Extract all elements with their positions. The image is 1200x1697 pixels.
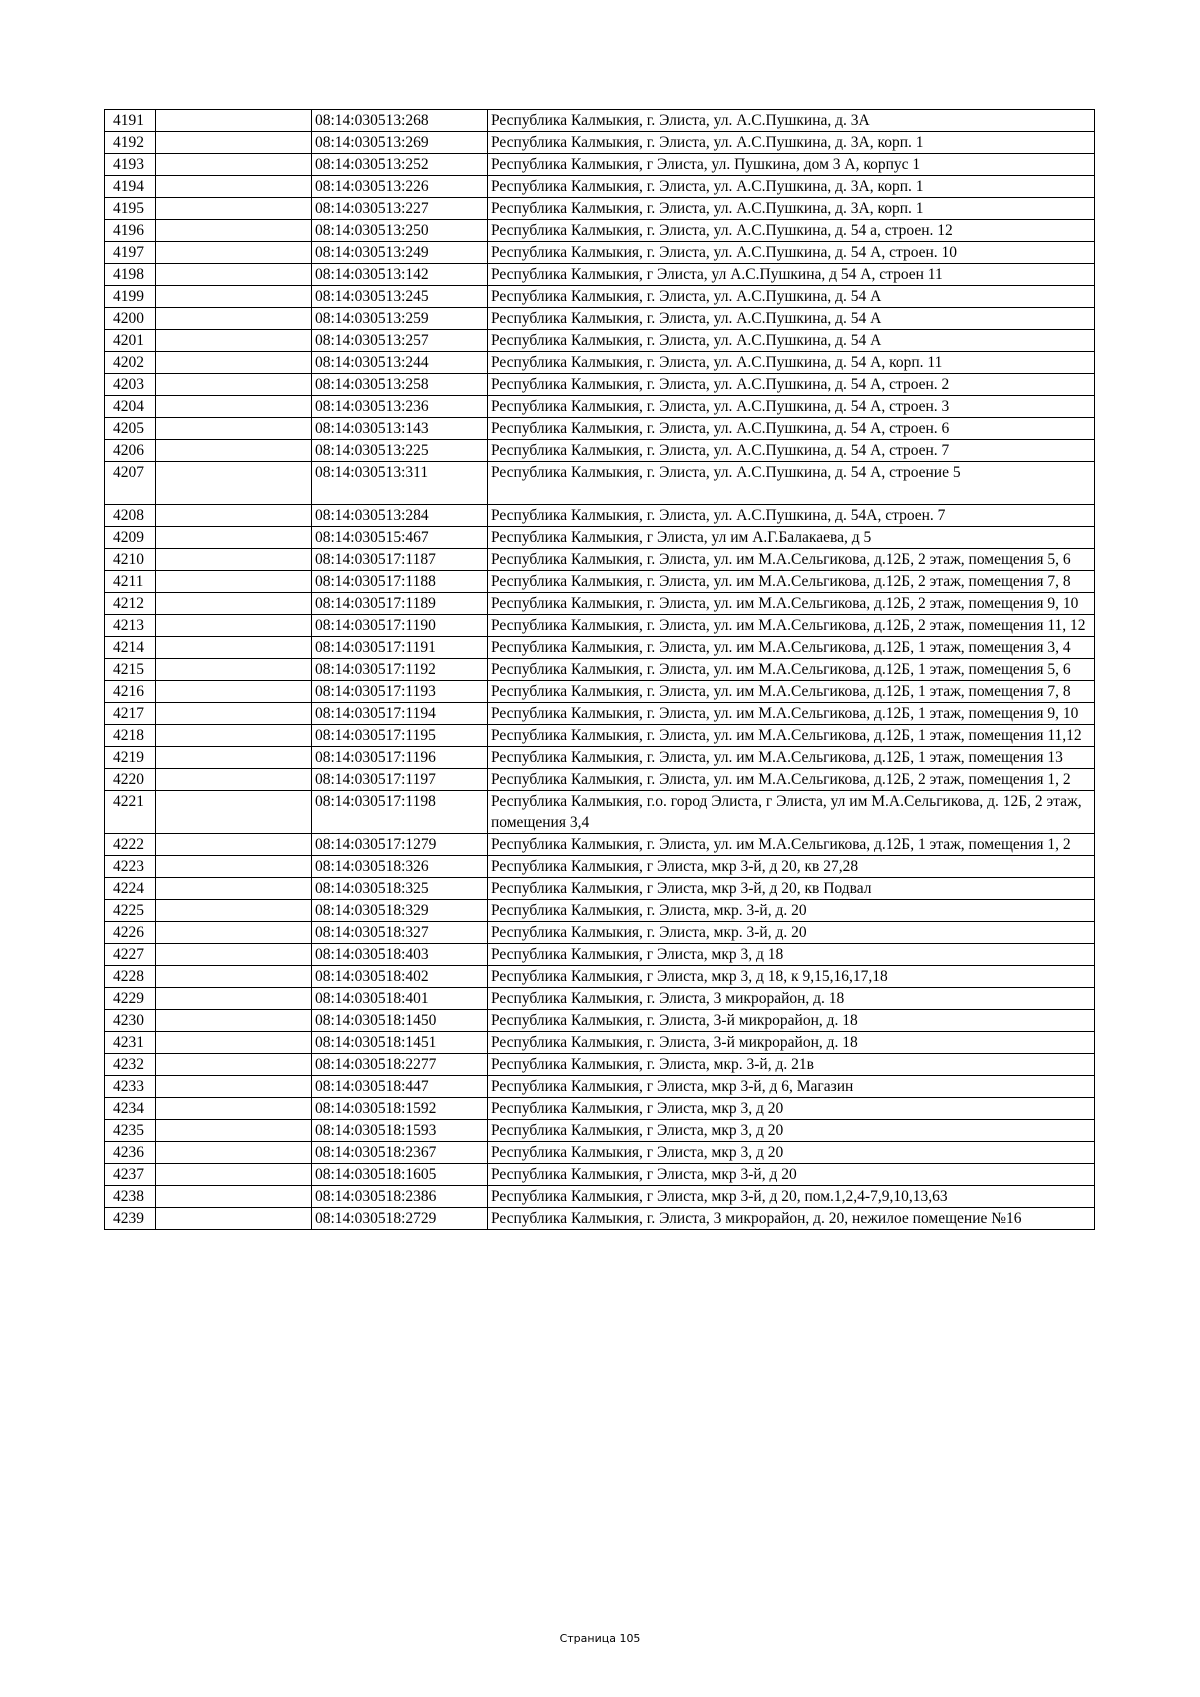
table-row <box>105 1010 1095 1032</box>
address-cell: Республика Калмыкия, г. Элиста, ул. им М.А.Сельгикова, д.12Б, 1 этаж, помещения 3, 4 <box>488 637 1095 659</box>
cadastral-number-cell: 08:14:030518:326 <box>312 856 488 878</box>
cadastral-number-cell: 08:14:030513:245 <box>312 286 488 308</box>
row-number-cell: 4197 <box>105 242 156 264</box>
empty-cell <box>156 878 312 900</box>
empty-cell <box>156 1186 312 1208</box>
row-number-cell: 4229 <box>105 988 156 1010</box>
cadastral-number-cell: 08:14:030513:252 <box>312 154 488 176</box>
table-row <box>105 1032 1095 1054</box>
empty-cell <box>156 330 312 352</box>
row-number-cell: 4222 <box>105 834 156 856</box>
empty-cell <box>156 198 312 220</box>
address-cell: Республика Калмыкия, г Элиста, мкр 3, д 18 <box>488 944 1095 966</box>
table-row <box>105 1076 1095 1098</box>
empty-cell <box>156 637 312 659</box>
table-row <box>105 264 1095 286</box>
address-cell: Республика Калмыкия, г. Элиста, мкр. 3-й, д. 21в <box>488 1054 1095 1076</box>
row-number-cell: 4192 <box>105 132 156 154</box>
address-cell: Республика Калмыкия, г. Элиста, ул. А.С.Пушкина, д. 3А, корп. 1 <box>488 132 1095 154</box>
address-cell: Республика Калмыкия, г. Элиста, ул. им М.А.Сельгикова, д.12Б, 2 этаж, помещения 7, 8 <box>488 571 1095 593</box>
row-number-cell: 4205 <box>105 418 156 440</box>
row-number-cell: 4212 <box>105 593 156 615</box>
row-number-cell: 4233 <box>105 1076 156 1098</box>
address-cell: Республика Калмыкия, г Элиста, мкр 3-й, д 20, кв Подвал <box>488 878 1095 900</box>
address-cell: Республика Калмыкия, г. Элиста, ул. А.С.Пушкина, д. 54 А, строен. 7 <box>488 440 1095 462</box>
table-row <box>105 681 1095 703</box>
table-row <box>105 198 1095 220</box>
cadastral-number-cell: 08:14:030517:1198 <box>312 791 488 834</box>
cadastral-number-cell: 08:14:030518:401 <box>312 988 488 1010</box>
empty-cell <box>156 1142 312 1164</box>
table-row <box>105 132 1095 154</box>
row-number-cell: 4237 <box>105 1164 156 1186</box>
empty-cell <box>156 352 312 374</box>
empty-cell <box>156 462 312 505</box>
row-number-cell: 4230 <box>105 1010 156 1032</box>
address-cell: Республика Калмыкия, г. Элиста, ул. им М.А.Сельгикова, д.12Б, 2 этаж, помещения 1, 2 <box>488 769 1095 791</box>
row-number-cell: 4203 <box>105 374 156 396</box>
empty-cell <box>156 1208 312 1230</box>
address-cell: Республика Калмыкия, г. Элиста, ул. А.С.Пушкина, д. 54 А, строен. 6 <box>488 418 1095 440</box>
address-cell: Республика Калмыкия, г Элиста, мкр 3-й, д 20, пом.1,2,4-7,9,10,13,63 <box>488 1186 1095 1208</box>
address-cell: Республика Калмыкия, г. Элиста, ул. им М.А.Сельгикова, д.12Б, 1 этаж, помещения 9, 10 <box>488 703 1095 725</box>
table-row <box>105 703 1095 725</box>
cadastral-number-cell: 08:14:030515:467 <box>312 527 488 549</box>
address-cell: Республика Калмыкия, г Элиста, ул. Пушкина, дом 3 А, корпус 1 <box>488 154 1095 176</box>
cadastral-number-cell: 08:14:030517:1192 <box>312 659 488 681</box>
row-number-cell: 4198 <box>105 264 156 286</box>
table-row <box>105 1186 1095 1208</box>
address-cell: Республика Калмыкия, г. Элиста, ул. А.С.Пушкина, д. 54 А <box>488 330 1095 352</box>
table-row <box>105 1098 1095 1120</box>
cadastral-number-cell: 08:14:030513:249 <box>312 242 488 264</box>
empty-cell <box>156 1010 312 1032</box>
empty-cell <box>156 308 312 330</box>
empty-cell <box>156 900 312 922</box>
row-number-cell: 4210 <box>105 549 156 571</box>
cadastral-number-cell: 08:14:030518:2729 <box>312 1208 488 1230</box>
table-row <box>105 1208 1095 1230</box>
row-number-cell: 4201 <box>105 330 156 352</box>
row-number-cell: 4193 <box>105 154 156 176</box>
empty-cell <box>156 791 312 834</box>
empty-cell <box>156 264 312 286</box>
address-cell: Республика Калмыкия, г. Элиста, ул. А.С.Пушкина, д. 3А <box>488 110 1095 132</box>
empty-cell <box>156 1076 312 1098</box>
empty-cell <box>156 549 312 571</box>
empty-cell <box>156 440 312 462</box>
address-cell: Республика Калмыкия, г. Элиста, ул. А.С.Пушкина, д. 54 А, строение 5 <box>488 462 1095 505</box>
row-number-cell: 4209 <box>105 527 156 549</box>
table-row <box>105 747 1095 769</box>
empty-cell <box>156 154 312 176</box>
row-number-cell: 4234 <box>105 1098 156 1120</box>
cadastral-number-cell: 08:14:030518:1592 <box>312 1098 488 1120</box>
empty-cell <box>156 1098 312 1120</box>
empty-cell <box>156 966 312 988</box>
empty-cell <box>156 725 312 747</box>
address-cell: Республика Калмыкия, г Элиста, мкр 3-й, д 20, кв 27,28 <box>488 856 1095 878</box>
address-cell: Республика Калмыкия, г Элиста, мкр 3, д 20 <box>488 1120 1095 1142</box>
table-row <box>105 374 1095 396</box>
address-cell: Республика Калмыкия, г Элиста, мкр 3, д 18, к 9,15,16,17,18 <box>488 966 1095 988</box>
table-row <box>105 900 1095 922</box>
cadastral-number-cell: 08:14:030517:1190 <box>312 615 488 637</box>
table-row <box>105 176 1095 198</box>
row-number-cell: 4214 <box>105 637 156 659</box>
cadastral-number-cell: 08:14:030513:268 <box>312 110 488 132</box>
cadastral-number-cell: 08:14:030517:1197 <box>312 769 488 791</box>
table-row <box>105 308 1095 330</box>
address-cell: Республика Калмыкия, г. Элиста, 3-й микрорайон, д. 18 <box>488 1032 1095 1054</box>
table-row <box>105 352 1095 374</box>
row-number-cell: 4218 <box>105 725 156 747</box>
cadastral-number-cell: 08:14:030518:402 <box>312 966 488 988</box>
row-number-cell: 4226 <box>105 922 156 944</box>
cadastral-number-cell: 08:14:030513:227 <box>312 198 488 220</box>
address-cell: Республика Калмыкия, г. Элиста, мкр. 3-й, д. 20 <box>488 922 1095 944</box>
row-number-cell: 4208 <box>105 505 156 527</box>
table-row <box>105 1054 1095 1076</box>
address-cell: Республика Калмыкия, г. Элиста, ул. им М.А.Сельгикова, д.12Б, 1 этаж, помещения 5, 6 <box>488 659 1095 681</box>
empty-cell <box>156 374 312 396</box>
empty-cell <box>156 110 312 132</box>
address-cell: Республика Калмыкия, г Элиста, ул А.С.Пушкина, д 54 А, строен 11 <box>488 264 1095 286</box>
address-cell: Республика Калмыкия, г. Элиста, мкр. 3-й, д. 20 <box>488 900 1095 922</box>
empty-cell <box>156 769 312 791</box>
address-cell: Республика Калмыкия, г. Элиста, ул. А.С.Пушкина, д. 54 А <box>488 286 1095 308</box>
address-cell: Республика Калмыкия, г Элиста, мкр 3-й, д 6, Магазин <box>488 1076 1095 1098</box>
row-number-cell: 4216 <box>105 681 156 703</box>
table-row <box>105 966 1095 988</box>
cadastral-number-cell: 08:14:030517:1189 <box>312 593 488 615</box>
row-number-cell: 4231 <box>105 1032 156 1054</box>
cadastral-number-cell: 08:14:030513:143 <box>312 418 488 440</box>
table-row <box>105 922 1095 944</box>
cadastral-number-cell: 08:14:030517:1196 <box>312 747 488 769</box>
address-cell: Республика Калмыкия, г. Элиста, ул. А.С.Пушкина, д. 54 А, корп. 11 <box>488 352 1095 374</box>
address-cell: Республика Калмыкия, г. Элиста, ул. А.С.Пушкина, д. 3А, корп. 1 <box>488 176 1095 198</box>
address-cell: Республика Калмыкия, г. Элиста, ул. им М.А.Сельгикова, д.12Б, 1 этаж, помещения 13 <box>488 747 1095 769</box>
row-number-cell: 4195 <box>105 198 156 220</box>
row-number-cell: 4239 <box>105 1208 156 1230</box>
cadastral-number-cell: 08:14:030517:1187 <box>312 549 488 571</box>
table-row <box>105 725 1095 747</box>
cadastral-number-cell: 08:14:030518:1593 <box>312 1120 488 1142</box>
table-row <box>105 637 1095 659</box>
table-row <box>105 110 1095 132</box>
table-row <box>105 834 1095 856</box>
empty-cell <box>156 176 312 198</box>
address-cell: Республика Калмыкия, г. Элиста, ул. им М.А.Сельгикова, д.12Б, 1 этаж, помещения 11,12 <box>488 725 1095 747</box>
row-number-cell: 4204 <box>105 396 156 418</box>
table-row <box>105 527 1095 549</box>
row-number-cell: 4194 <box>105 176 156 198</box>
empty-cell <box>156 1054 312 1076</box>
address-cell: Республика Калмыкия, г Элиста, мкр 3, д 20 <box>488 1098 1095 1120</box>
cadastral-number-cell: 08:14:030517:1194 <box>312 703 488 725</box>
address-cell: Республика Калмыкия, г. Элиста, ул. им М.А.Сельгикова, д.12Б, 2 этаж, помещения 5, 6 <box>488 549 1095 571</box>
cadastral-number-cell: 08:14:030518:403 <box>312 944 488 966</box>
table-row <box>105 440 1095 462</box>
row-number-cell: 4232 <box>105 1054 156 1076</box>
address-cell: Республика Калмыкия, г. Элиста, 3-й микрорайон, д. 18 <box>488 1010 1095 1032</box>
address-cell: Республика Калмыкия, г. Элиста, ул. А.С.Пушкина, д. 54А, строен. 7 <box>488 505 1095 527</box>
empty-cell <box>156 505 312 527</box>
empty-cell <box>156 747 312 769</box>
cadastral-number-cell: 08:14:030518:325 <box>312 878 488 900</box>
table-row <box>105 769 1095 791</box>
row-number-cell: 4227 <box>105 944 156 966</box>
empty-cell <box>156 286 312 308</box>
row-number-cell: 4224 <box>105 878 156 900</box>
table-row <box>105 571 1095 593</box>
empty-cell <box>156 615 312 637</box>
address-cell: Республика Калмыкия, г. Элиста, ул. А.С.Пушкина, д. 54 А, строен. 2 <box>488 374 1095 396</box>
cadastral-number-cell: 08:14:030518:447 <box>312 1076 488 1098</box>
address-cell: Республика Калмыкия, г. Элиста, ул. А.С.Пушкина, д. 54 А, строен. 10 <box>488 242 1095 264</box>
empty-cell <box>156 703 312 725</box>
cadastral-number-cell: 08:14:030513:269 <box>312 132 488 154</box>
cadastral-number-cell: 08:14:030513:311 <box>312 462 488 505</box>
table-row <box>105 220 1095 242</box>
cadastral-number-cell: 08:14:030518:1451 <box>312 1032 488 1054</box>
cadastral-number-cell: 08:14:030513:244 <box>312 352 488 374</box>
row-number-cell: 4235 <box>105 1120 156 1142</box>
address-cell: Республика Калмыкия, г. Элиста, ул. им М.А.Сельгикова, д.12Б, 1 этаж, помещения 7, 8 <box>488 681 1095 703</box>
table-row <box>105 944 1095 966</box>
empty-cell <box>156 988 312 1010</box>
cadastral-number-cell: 08:14:030518:2367 <box>312 1142 488 1164</box>
table-row <box>105 615 1095 637</box>
cadastral-number-cell: 08:14:030513:225 <box>312 440 488 462</box>
cadastral-number-cell: 08:14:030513:236 <box>312 396 488 418</box>
table-row <box>105 856 1095 878</box>
row-number-cell: 4223 <box>105 856 156 878</box>
row-number-cell: 4215 <box>105 659 156 681</box>
row-number-cell: 4191 <box>105 110 156 132</box>
cadastral-number-cell: 08:14:030513:284 <box>312 505 488 527</box>
address-cell: Республика Калмыкия, г. Элиста, ул. А.С.Пушкина, д. 54 а, строен. 12 <box>488 220 1095 242</box>
cadastral-number-cell: 08:14:030518:1450 <box>312 1010 488 1032</box>
table-row <box>105 791 1095 834</box>
address-cell: Республика Калмыкия, г. Элиста, ул. им М.А.Сельгикова, д.12Б, 2 этаж, помещения 11, 12 <box>488 615 1095 637</box>
address-cell: Республика Калмыкия, г. Элиста, 3 микрорайон, д. 18 <box>488 988 1095 1010</box>
table-row <box>105 286 1095 308</box>
row-number-cell: 4202 <box>105 352 156 374</box>
property-table <box>104 109 1095 1230</box>
cadastral-number-cell: 08:14:030518:2386 <box>312 1186 488 1208</box>
empty-cell <box>156 659 312 681</box>
cadastral-number-cell: 08:14:030517:1191 <box>312 637 488 659</box>
cadastral-number-cell: 08:14:030517:1188 <box>312 571 488 593</box>
table-row <box>105 505 1095 527</box>
cadastral-number-cell: 08:14:030517:1193 <box>312 681 488 703</box>
table-row <box>105 878 1095 900</box>
row-number-cell: 4220 <box>105 769 156 791</box>
row-number-cell: 4211 <box>105 571 156 593</box>
cadastral-number-cell: 08:14:030518:329 <box>312 900 488 922</box>
empty-cell <box>156 944 312 966</box>
table-row <box>105 549 1095 571</box>
cadastral-number-cell: 08:14:030513:250 <box>312 220 488 242</box>
cadastral-number-cell: 08:14:030513:226 <box>312 176 488 198</box>
row-number-cell: 4206 <box>105 440 156 462</box>
cadastral-number-cell: 08:14:030517:1279 <box>312 834 488 856</box>
row-number-cell: 4199 <box>105 286 156 308</box>
table-row <box>105 659 1095 681</box>
empty-cell <box>156 132 312 154</box>
empty-cell <box>156 396 312 418</box>
address-cell: Республика Калмыкия, г.о. город Элиста, г Элиста, ул им М.А.Сельгикова, д. 12Б, 2 этаж, помещения 3,4 <box>488 791 1095 834</box>
row-number-cell: 4196 <box>105 220 156 242</box>
row-number-cell: 4207 <box>105 462 156 505</box>
row-number-cell: 4221 <box>105 791 156 834</box>
page-number: Страница 105 <box>559 1632 641 1645</box>
table-row <box>105 1164 1095 1186</box>
empty-cell <box>156 418 312 440</box>
empty-cell <box>156 681 312 703</box>
empty-cell <box>156 922 312 944</box>
cadastral-number-cell: 08:14:030517:1195 <box>312 725 488 747</box>
row-number-cell: 4219 <box>105 747 156 769</box>
address-cell: Республика Калмыкия, г. Элиста, ул. А.С.Пушкина, д. 54 А <box>488 308 1095 330</box>
address-cell: Республика Калмыкия, г Элиста, ул им А.Г.Балакаева, д 5 <box>488 527 1095 549</box>
row-number-cell: 4217 <box>105 703 156 725</box>
property-table-body <box>105 110 1095 1230</box>
row-number-cell: 4225 <box>105 900 156 922</box>
row-number-cell: 4213 <box>105 615 156 637</box>
cadastral-number-cell: 08:14:030513:258 <box>312 374 488 396</box>
table-row <box>105 418 1095 440</box>
table-row <box>105 242 1095 264</box>
table-row <box>105 988 1095 1010</box>
address-cell: Республика Калмыкия, г Элиста, мкр 3-й, д 20 <box>488 1164 1095 1186</box>
table-row <box>105 462 1095 505</box>
row-number-cell: 4228 <box>105 966 156 988</box>
table-row <box>105 1142 1095 1164</box>
row-number-cell: 4200 <box>105 308 156 330</box>
table-row <box>105 593 1095 615</box>
row-number-cell: 4236 <box>105 1142 156 1164</box>
cadastral-number-cell: 08:14:030513:259 <box>312 308 488 330</box>
address-cell: Республика Калмыкия, г. Элиста, 3 микрорайон, д. 20, нежилое помещение №16 <box>488 1208 1095 1230</box>
address-cell: Республика Калмыкия, г. Элиста, ул. им М.А.Сельгикова, д.12Б, 2 этаж, помещения 9, 10 <box>488 593 1095 615</box>
empty-cell <box>156 856 312 878</box>
address-cell: Республика Калмыкия, г. Элиста, ул. А.С.Пушкина, д. 54 А, строен. 3 <box>488 396 1095 418</box>
cadastral-number-cell: 08:14:030518:2277 <box>312 1054 488 1076</box>
table-row <box>105 330 1095 352</box>
empty-cell <box>156 571 312 593</box>
cadastral-number-cell: 08:14:030513:257 <box>312 330 488 352</box>
empty-cell <box>156 1120 312 1142</box>
empty-cell <box>156 834 312 856</box>
cadastral-number-cell: 08:14:030518:327 <box>312 922 488 944</box>
empty-cell <box>156 593 312 615</box>
empty-cell <box>156 220 312 242</box>
row-number-cell: 4238 <box>105 1186 156 1208</box>
table-row <box>105 154 1095 176</box>
empty-cell <box>156 1032 312 1054</box>
empty-cell <box>156 242 312 264</box>
address-cell: Республика Калмыкия, г Элиста, мкр 3, д 20 <box>488 1142 1095 1164</box>
empty-cell <box>156 1164 312 1186</box>
table-row <box>105 1120 1095 1142</box>
empty-cell <box>156 527 312 549</box>
cadastral-number-cell: 08:14:030518:1605 <box>312 1164 488 1186</box>
address-cell: Республика Калмыкия, г. Элиста, ул. им М.А.Сельгикова, д.12Б, 1 этаж, помещения 1, 2 <box>488 834 1095 856</box>
cadastral-number-cell: 08:14:030513:142 <box>312 264 488 286</box>
table-row <box>105 396 1095 418</box>
address-cell: Республика Калмыкия, г. Элиста, ул. А.С.Пушкина, д. 3А, корп. 1 <box>488 198 1095 220</box>
